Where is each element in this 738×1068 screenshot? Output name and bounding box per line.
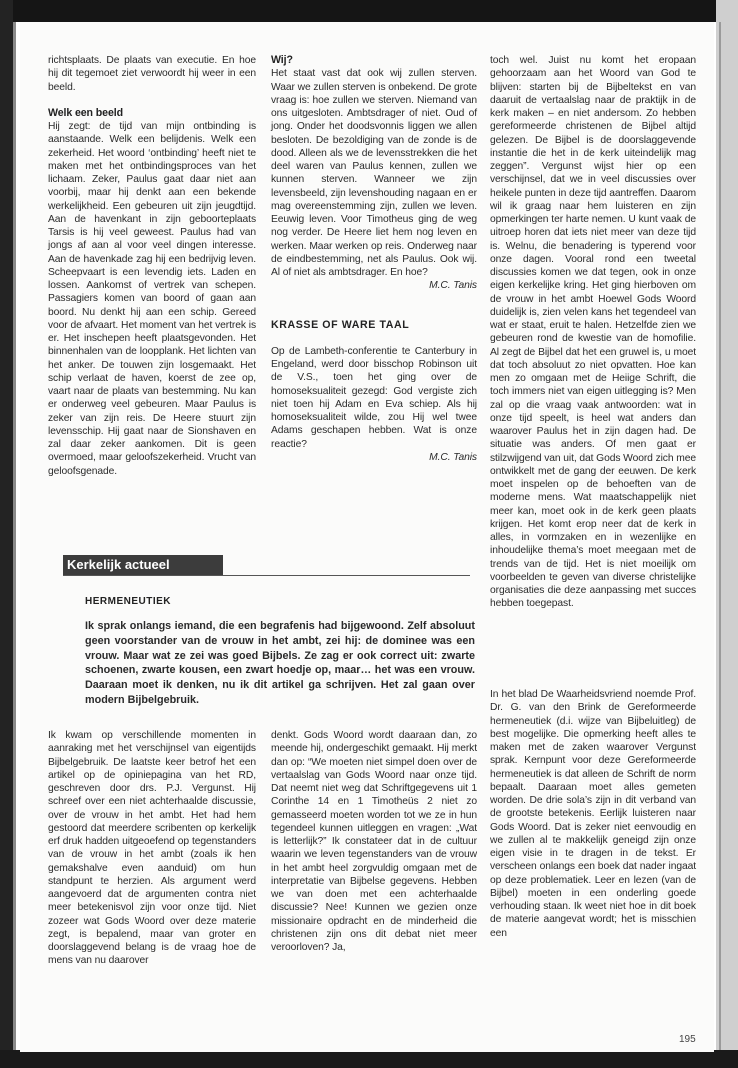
bottom-middle-column [271,729,477,954]
page-number: 195 [679,1034,696,1045]
author-signature-2: M.C. Tanis [429,451,477,463]
middle-column [271,54,477,464]
scan-right-edge [719,22,721,1052]
scan-left-edge [13,22,16,1052]
right-column-body: toch wel. Juist nu komt het eropaan gehoorzaam aan het Woord van God te blijven: starten bij de Bijbeltekst en van daaruit de vertaalslag naar de praktijk in de kerk maken – en niet andersom. Zo hebben gereformeerde christenen de Bijbel altijd gelezen. De Bijbel is de doorslaggevende instantie die het in de kerk uiteindelijk mag zeggen”. Vergunst wijst hier op een verschijnsel, dat we in veel discussies over heikele punten in deze tijd aantreffen. Daarom wil ik graag naar hem luisteren en zijn opmerkingen ter harte nemen. U kunt vaak de uitroep horen dat iets niet meer van deze tijd is. Welnu, die benadering is typerend voor onze dagen. Vooral rond een tweetal discussies komen we dat tegen, ook in onze eigen kerkelijke kring. Het ging hierboven om de vrouw in het ambt Hoewel Gods Woord duidelijk is, zien velen kans het tegendeel van wat er staat, eruit te halen. Hetzelfde zien we gebeuren rond de kwestie van de homofilie. Al zegt de Bijbel dat het een gruwel is, u moet dat toch absoluut zo niet opvatten. Hoe kan men zo omgaan met de Heiige Schrift, die toch immers niet van eigen uitlegging is? Men zal op die vraag vaak antwoorden: wat in onze tijd speelt, is heel wat anders dan waarover Paulus het in zijn dagen had. De situatie was anders. Of men gaat er stilzwijgend van uit, dat Gods Woord zich mee ontwikkelt met de gang der eeuwen. De kerk moet inspelen op de behoeften van de moderne mens. Wat maatschappelijk niet meer kan, moet ook in de kerk geen plaats krijgen. Het komt erop neer dat de kerk in alles, in vormzaken en in wezenlijke en inhoudelijke thema’s moet meegaan met de trends van de tijd. Het is niet moeilijk om voorbeelden te geven van diverse christelijke organisaties die deze aanpassing met succes hebben toegepast. [490,55,696,610]
scan-top-border [0,0,738,22]
wij-body: Het staat vast dat ook wij zullen sterven. Waar we zullen sterven is onbekend. De grote vraag is: hoe zullen we sterven. Niemand van ons uitgesloten. Ambtsdrager of niet. Oud of jong. Onder het doodsvonnis liggen we allen besloten. De bezoldiging van de zonde is de dood. Alleen als we de levensstrekken die het deel waren van Paulus kennen, zullen we kunnen sterven. Wanneer we zijn levensbeeld, zijn levenshouding nagaan en er mag overeenstemming zijn, zullen we leven. Eeuwig leven. Voor Timotheus ging de weg nog verder. De Heere liet hem nog leven en werken. Maar werken op reis. Onderweg naar de eindbestemming, net als Paulus. Ook wij. Al of niet als ambtsdrager. En hoe? [271,68,477,278]
magazine-page [20,22,714,1052]
bottom-left-column [48,729,256,968]
scan-bottom-border [0,1050,738,1068]
author-signature: M.C. Tanis [429,280,477,292]
bottom-right-body: In het blad De Waarheidsvriend noemde Prof. Dr. G. van den Brink de Gereformeerde hermeneutiek (d.i. wijze van Bijbeluitleg) de best mogelijke. Die opmerking heeft alles te maken met de zaken waarover Vergunst sprak. Kernpunt voor deze Gereformeerde hermeneutiek is dat alleen de Schrift de norm bepaalt. Daaraan moet alles gemeten worden. De drie sola’s zijn in dit verband van de grootste betekenis. Eerlijk luisteren naar Gods Woord. Dat is zeker niet eenvoudig en we zullen al te makkelijk geneigd zijn onze eigen visie in te dragen in de tekst. Er verscheen onlangs een boek dat nader ingaat op deze problematiek. Leer en lezen (van de Bijbel) moeten in een onderling goede verhouding staan. Ik weet niet hoe in dit boek de materie aangevat wordt; het is misschien een [490,689,696,939]
right-column [490,54,696,611]
left-column [48,54,256,478]
wij-heading: Wij? [271,54,293,66]
krasse-heading: KRASSE OF WARE TAAL [271,318,410,331]
article-topic: HERMENEUTIEK [85,596,172,607]
bottom-middle-body: denkt. Gods Woord wordt daaraan dan, zo meende hij, ondergeschikt gemaakt. Hij merkt dan op: “We moeten niet simpel doen over de vertaalslag van Gods Woord naar onze tijd. Dat neemt niet weg dat Schriftgegevens uit 1 Corinthe 14 en 1 Timotheüs 2 niet zo gemasseerd moeten worden tot we ze in hun tegendeel kunnen uitleggen en vragen: „Wat is letterlijk?” Ik constateer dat in de cultuur waarin we leven tegenstanders van de vrouw in het ambt heel zorgvuldig omgaan met de interpretatie van Bijbelse gegevens. Hebben we van doen met een achterhaalde discussie? Nee! Kunnen we gezien onze missionaire opdracht en de minderheid die christenen zijn ons dit debat niet meer veroorloven? Ja, [271,730,477,953]
welk-een-beeld-heading: Welk een beeld [48,106,123,119]
bottom-right-column [490,688,696,940]
krasse-body: Op de Lambeth-conferentie te Canterbury in Engeland, werd door bisschop Robinson uit de V.S., toen het ging over de homoseksualiteit gezegd: God vergiste zich niet toen hij Adam en Eva schiep. Als hij homoseksualiteit wilde, zou Hij wel twee Adams geschapen hebben. Wat is onze reactie? [271,345,477,450]
article-intro: Ik sprak onlangs iemand, die een begrafenis had bijgewoond. Zelf absoluut geen voorstander van de vrouw in het ambt, zei hij: de dominee was een vrouw. Maar wat ze zei was goed Bijbels. Ze zag er ook correct uit: zwarte schoenen, zwarte kousen, een zwart hoedje op, maar… het was een vrouw. Daaraan moet ik denken, nu ik dit artikel ga schrijven. Het zal gaan over modern Bijbelgebruik. [85,620,475,706]
bottom-left-body: Ik kwam op verschillende momenten in aanraking met het verschijnsel van eigentijds Bijbelgebruik. De laatste keer betrof het een artikel op de opiniepagina van het RD, geschreven door drs. P.J. Vergunst. Hij schreef over een niet achterhaalde discussie, over de vrouw in het ambt. Het had hem gestoord dat meerdere scribenten op kerkelijk erf druk hadden uitgeoefend op tegenstanders van de vrouw in het ambt (zoals ik hen gemakshalve even aanduid) om hun standpunt te herzien. Als argument werd aangevoerd dat de argumenten contra niet meer betekenisvol zijn voor onze tijd. Niet zozeer wat Gods Woord over deze materie zegt, is bepalend, maar van groter en doorslaggevend belang is de vraag hoe de mens van nu daarover [48,730,256,967]
section-divider [63,575,470,576]
scan-left-border [0,0,13,1068]
left-column-body: Hij zegt: de tijd van mijn ontbinding is aanstaande. Welk een belijdenis. Welk een zekerheid. Het woord ‘ontbinding’ heeft niet te maken met het ontbindingsproces van het lichaam. Zeker, Paulus gaat daar niet aan voorbij, maar hij denkt aan een bekende werkelijkheid. Een gebeuren uit zijn jeugdtijd. Aan de havenkant in zijn geboorteplaats Tarsis is hij veel geweest. Paulus had van jongs af aan al voor veel dingen interesse. Aan de havenkade zag hij een bedrijvig leven. Scheepvaart is een levendig iets. Laden en lossen. Aankomst of vertrek van schepen. Passagiers komen van boord of gaan aan boord. Nu denkt hij aan een schip. Gereed voor de afvaart. Het moment van het vertrek is er. Het inschepen heeft plaatsgevonden. Het binnenhalen van de loopplank. Het lichten van het anker. De touwen zijn losgemaakt. Het schip verlaat de haven, koerst de zee op, vaart naar de plaats van bestemming. Nu kan er onderweg veel gebeuren. Maar Paulus is zeker van zijn reis. De Heere stuurt zijn levensschip. Hij gaat naar de Sionshaven en zal daar zeker aankomen. Dit is geen overmoed, maar geloofszekerheid. Vrucht van geloofsgenade. [48,121,256,477]
left-column-continuation: richtsplaats. De plaats van executie. En hoe hij dit tegemoet ziet verwoordt hij weer in een beeld. [48,55,256,93]
section-label: Kerkelijk actueel [67,557,170,572]
